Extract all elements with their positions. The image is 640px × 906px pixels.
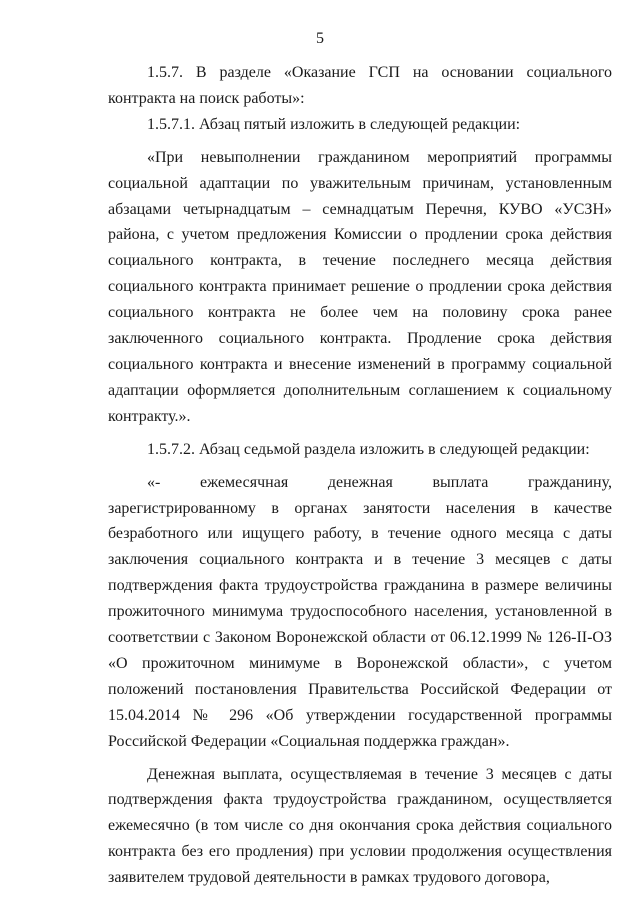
page-number: 5 <box>316 30 324 47</box>
paragraph-quoted-text-2: «- ежемесячная денежная выплата гражданину, зарегистрированному в органах занятости населения в качестве безработного или ищущего работу, в течение одного месяца с даты заключения социального контракта и в течение 3 месяцев с даты подтверждения факта трудоустройства гражданина в размере величины прожиточного минимума трудоспособного населения, установленной в соответствии с Законом Воронежской области от 06.12.1999 № 126-II-ОЗ «О прожиточном минимуме в Воронежской области», с учетом положений постановления Правительства Российской Федерации от 15.04.2014 № 296 «Об утверждении государственной программы Российской Федерации «Социальная поддержка граждан». <box>108 473 612 750</box>
paragraph-subsection-1-5-7-1: 1.5.7.1. Абзац пятый изложить в следующей редакции: <box>147 115 521 133</box>
paragraph-quoted-text-1: «При невыполнении гражданином мероприятий программы социальной адаптации по уважительным причинам, установленным абзацами четырнадцатым – семнадцатым Перечня, КУВО «УСЗН» района, с учетом предложения Комиссии о продлении срока действия социального контракта, в течение последнего месяца действия социального контракта принимает решение о продлении срока действия социального контракта не более чем на половину срока ранее заключенного социального контракта. Продление срока действия социального контракта и внесение изменений в программу социальной адаптации оформляется дополнительным соглашением к социальному контракту.». <box>108 148 612 425</box>
paragraph-section-1-5-7: 1.5.7. В разделе «Оказание ГСП на основании социального контракта на поиск работы»: <box>108 64 612 107</box>
document-body <box>108 60 612 891</box>
paragraph-payment-details: Денежная выплата, осуществляемая в течение 3 месяцев с даты подтверждения факта трудоустройства гражданином, осуществляется ежемесячно (в том числе со дня окончания срока действия социального контракта без его продления) при условии продолжения осуществления заявителем трудовой деятельности в рамках трудового договора, <box>108 765 612 887</box>
paragraph-subsection-1-5-7-2: 1.5.7.2. Абзац седьмой раздела изложить в следующей редакции: <box>147 440 590 458</box>
